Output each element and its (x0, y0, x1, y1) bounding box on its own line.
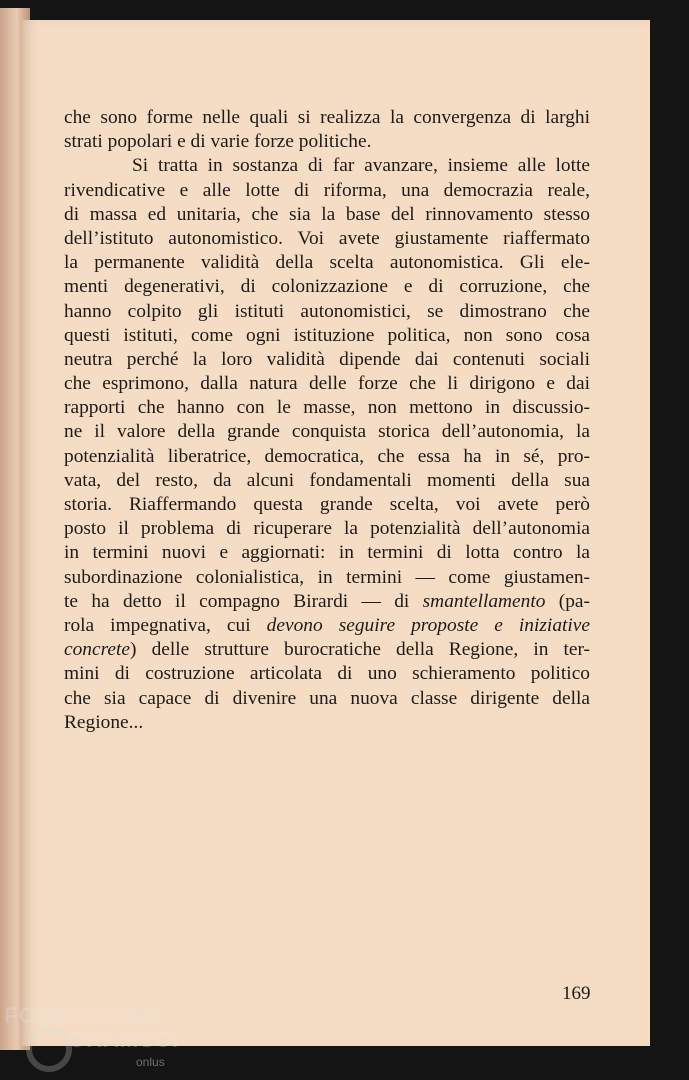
text-line: in termini nuovi e aggiornati: in termini di lotta contro la (64, 542, 590, 564)
text-line: storia. Riaffermando questa grande scelta, voi avete però (64, 494, 590, 515)
text-line: neutra perché la loro validità dipende dai contenuti sociali (64, 348, 590, 370)
text-line: strati popolari e di varie forze politiche. (64, 131, 372, 153)
text-line: ne il valore della grande conquista storica dell’autonomia, la (64, 421, 590, 443)
text-line: mini di costruzione articolata di uno schieramento politico (64, 663, 590, 685)
text-line: subordinazione colonialistica, in termini — come giustamen- (64, 566, 590, 588)
text-line: Si tratta in sostanza di far avanzare, insieme alle lotte (132, 155, 590, 177)
page-number: 169 (562, 983, 591, 1004)
watermark-line1: FONDAZIONE (4, 1003, 160, 1028)
watermark-line2: GRAMSCI (68, 1027, 179, 1052)
text-line: posto il problema di ricuperare la potenzialità dell’autonomia (64, 518, 590, 540)
text-line: che sono forme nelle quali si realizza la convergenza di larghi (64, 107, 590, 128)
text-line: questi istituti, come ogni istituzione politica, non sono cosa (64, 324, 590, 346)
text-line: menti degenerativi, di colonizzazione e di corruzione, che (64, 276, 590, 298)
text-line: concrete) delle strutture burocratiche della Regione, in ter- (64, 639, 590, 661)
text-line: che sia capace di divenire una nuova classe dirigente della (64, 687, 590, 709)
text-line: dell’istituto autonomistico. Voi avete giustamente riaffermato (64, 227, 590, 249)
body-text (64, 106, 590, 735)
text-line: potenzialità liberatrice, democratica, che essa ha in sé, pro- (64, 445, 590, 467)
text-line: hanno colpito gli istituti autonomistici, se dimostrano che (64, 300, 590, 322)
text-line: rola impegnativa, cui devono seguire proposte e iniziative (64, 614, 591, 636)
text-line: la permanente validità della scelta autonomistica. Gli ele- (64, 252, 590, 274)
watermark (4, 1003, 179, 1069)
text-line: Regione... (64, 711, 144, 733)
text-line: di massa ed unitaria, che sia la base del rinnovamento stesso (64, 203, 590, 225)
text-line: te ha detto il compagno Birardi — di smantellamento (pa- (64, 590, 590, 612)
text-line: rivendicative e alle lotte di riforma, una democrazia reale, (64, 179, 590, 201)
watermark-line3: onlus (136, 1055, 165, 1069)
text-line: vata, del resto, da alcuni fondamentali momenti della sua (64, 469, 590, 491)
text-line: rapporti che hanno con le masse, non mettono in discussio- (64, 397, 590, 419)
text-line: che esprimono, dalla natura delle forze che li dirigono e dai (64, 373, 590, 395)
